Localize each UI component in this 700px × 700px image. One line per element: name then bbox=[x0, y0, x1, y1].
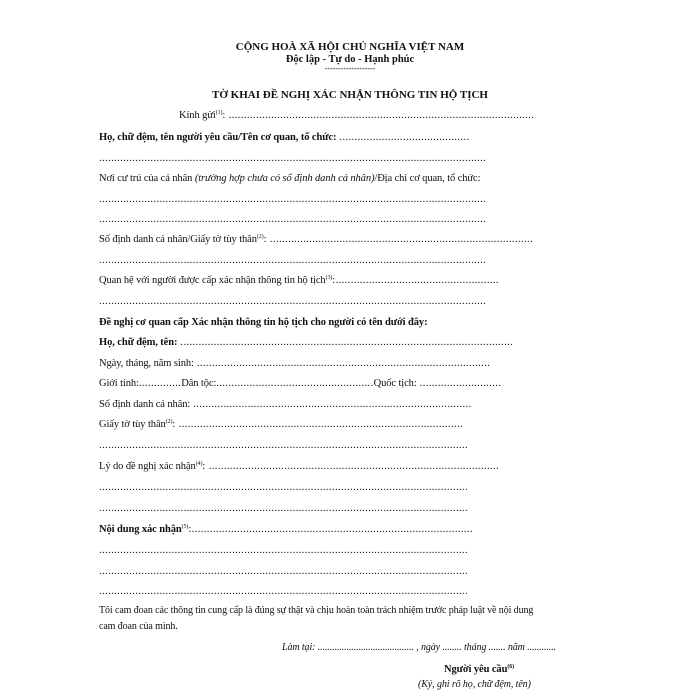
address-label: /Địa chỉ cơ quan, tổ chức: bbox=[374, 173, 481, 184]
residence-field-continued[interactable]: ................................................................................................................................ bbox=[99, 214, 487, 225]
footnote-ref-1: (1) bbox=[215, 110, 223, 116]
residence-line bbox=[99, 172, 480, 185]
gender-field[interactable]: .............. bbox=[138, 378, 182, 389]
ethnic-field[interactable]: .................................................... bbox=[216, 378, 374, 389]
nationality-label: Quốc tịch: bbox=[373, 378, 417, 389]
relation-label: Quan hệ với người được cấp xác nhận thông tin hộ tịch bbox=[99, 275, 326, 286]
signer-note: (Ký, ghi rõ họ, chữ đệm, tên) bbox=[418, 679, 531, 690]
motto: Độc lập - Tự do - Hạnh phúc bbox=[285, 54, 415, 65]
requester-id-label: Số định danh cá nhân/Giấy tờ tùy thân bbox=[99, 234, 257, 245]
reason-label: Lý do đề nghị xác nhận bbox=[99, 461, 196, 472]
reason-field-continued-2[interactable]: .......................................................................................................................... bbox=[99, 503, 469, 514]
subject-idpaper-field-continued[interactable]: .......................................................................................................................... bbox=[99, 440, 469, 451]
country-heading: CỘNG HOÀ XÃ HỘI CHỦ NGHĨA VIỆT NAM bbox=[235, 41, 465, 53]
signer-line bbox=[444, 663, 514, 676]
footnote-ref-2b: (2) bbox=[165, 419, 173, 425]
content-label: Nội dung xác nhận bbox=[99, 524, 182, 535]
residence-label: Nơi cư trú của cá nhân bbox=[99, 173, 195, 184]
requester-line bbox=[99, 131, 470, 144]
content-field-continued-3[interactable]: .......................................................................................................................... bbox=[99, 586, 469, 597]
subject-idpaper-label: Giấy tờ tùy thân bbox=[99, 419, 166, 430]
content-field-continued[interactable]: .......................................................................................................................... bbox=[99, 545, 469, 556]
requester-id-field-continued[interactable]: ................................................................................................................................ bbox=[99, 255, 487, 266]
residence-note: (trường hợp chưa có số định danh cá nhân) bbox=[194, 173, 375, 184]
signer-label: Người yêu cầu bbox=[444, 664, 508, 675]
content-field-continued-2[interactable]: .......................................................................................................................... bbox=[99, 566, 469, 577]
content-field[interactable]: :............................................................................................. bbox=[188, 524, 473, 535]
ethnic-label: Dân tộc: bbox=[181, 378, 217, 389]
subject-pid-line bbox=[99, 398, 472, 411]
footnote-ref-4: (4) bbox=[195, 461, 203, 467]
relation-field-continued[interactable]: ................................................................................................................................ bbox=[99, 296, 487, 307]
request-heading: Đề nghị cơ quan cấp Xác nhận thông tin hộ tịch cho người có tên dưới đây: bbox=[99, 317, 428, 328]
reason-line bbox=[99, 460, 499, 473]
declaration-line-2: cam đoan của mình. bbox=[99, 621, 178, 632]
subject-idpaper-field[interactable]: : .............................................................................................. bbox=[172, 419, 464, 430]
relation-line bbox=[99, 274, 499, 287]
subject-name-line bbox=[99, 336, 513, 349]
subject-idpaper-line bbox=[99, 418, 463, 431]
reason-field-continued[interactable]: .......................................................................................................................... bbox=[99, 482, 469, 493]
subject-name-label: Họ, chữ đệm, tên: bbox=[99, 337, 178, 348]
addressee-field[interactable]: : ..................................................................................................... bbox=[222, 110, 535, 121]
addressee-label: Kính gửi bbox=[179, 110, 216, 121]
requester-field-continued[interactable]: ................................................................................................................................ bbox=[99, 153, 487, 164]
motto-underline: ------------------- bbox=[324, 64, 376, 73]
gender-label: Giới tính: bbox=[99, 378, 139, 389]
subject-pid-label: Số định danh cá nhân: bbox=[99, 399, 191, 410]
requester-field[interactable]: ........................................... bbox=[336, 132, 470, 143]
residence-field[interactable]: ................................................................................................................................ bbox=[99, 194, 487, 205]
footnote-ref-2: (2) bbox=[256, 234, 264, 240]
gender-ethnic-nationality-line bbox=[99, 377, 501, 390]
requester-label: Họ, chữ đệm, tên người yêu cầu/Tên cơ quan, tổ chức: bbox=[99, 132, 337, 143]
nationality-field[interactable]: ........................... bbox=[416, 378, 502, 389]
footnote-ref-6: (6) bbox=[507, 664, 515, 670]
footnote-ref-5: (5) bbox=[181, 524, 189, 530]
form-title: TỜ KHAI ĐỀ NGHỊ XÁC NHẬN THÔNG TIN HỘ TỊCH bbox=[212, 89, 488, 101]
footnote-ref-3: (3) bbox=[325, 275, 333, 281]
requester-id-field[interactable]: : ....................................................................................... bbox=[263, 234, 534, 245]
subject-pid-field[interactable]: ............................................................................................ bbox=[190, 399, 472, 410]
place-date-line[interactable]: Làm tại: ........................................ , ngày ........ tháng ....... năm ............ bbox=[282, 642, 557, 653]
subject-name-field[interactable]: .............................................................................................................. bbox=[177, 337, 514, 348]
reason-field[interactable]: : ................................................................................................ bbox=[202, 461, 500, 472]
requester-id-line bbox=[99, 233, 533, 246]
addressee-line bbox=[179, 109, 534, 122]
dob-label: Ngày, tháng, năm sinh: bbox=[99, 358, 194, 369]
content-line bbox=[99, 523, 473, 536]
dob-field[interactable]: ................................................................................................. bbox=[193, 358, 491, 369]
dob-line bbox=[99, 357, 490, 370]
declaration-line-1: Tôi cam đoan các thông tin cung cấp là đúng sự thật và chịu hoàn toàn trách nhiệm trước pháp luật về nội dung bbox=[99, 605, 534, 616]
relation-field[interactable]: :...................................................... bbox=[332, 275, 499, 286]
